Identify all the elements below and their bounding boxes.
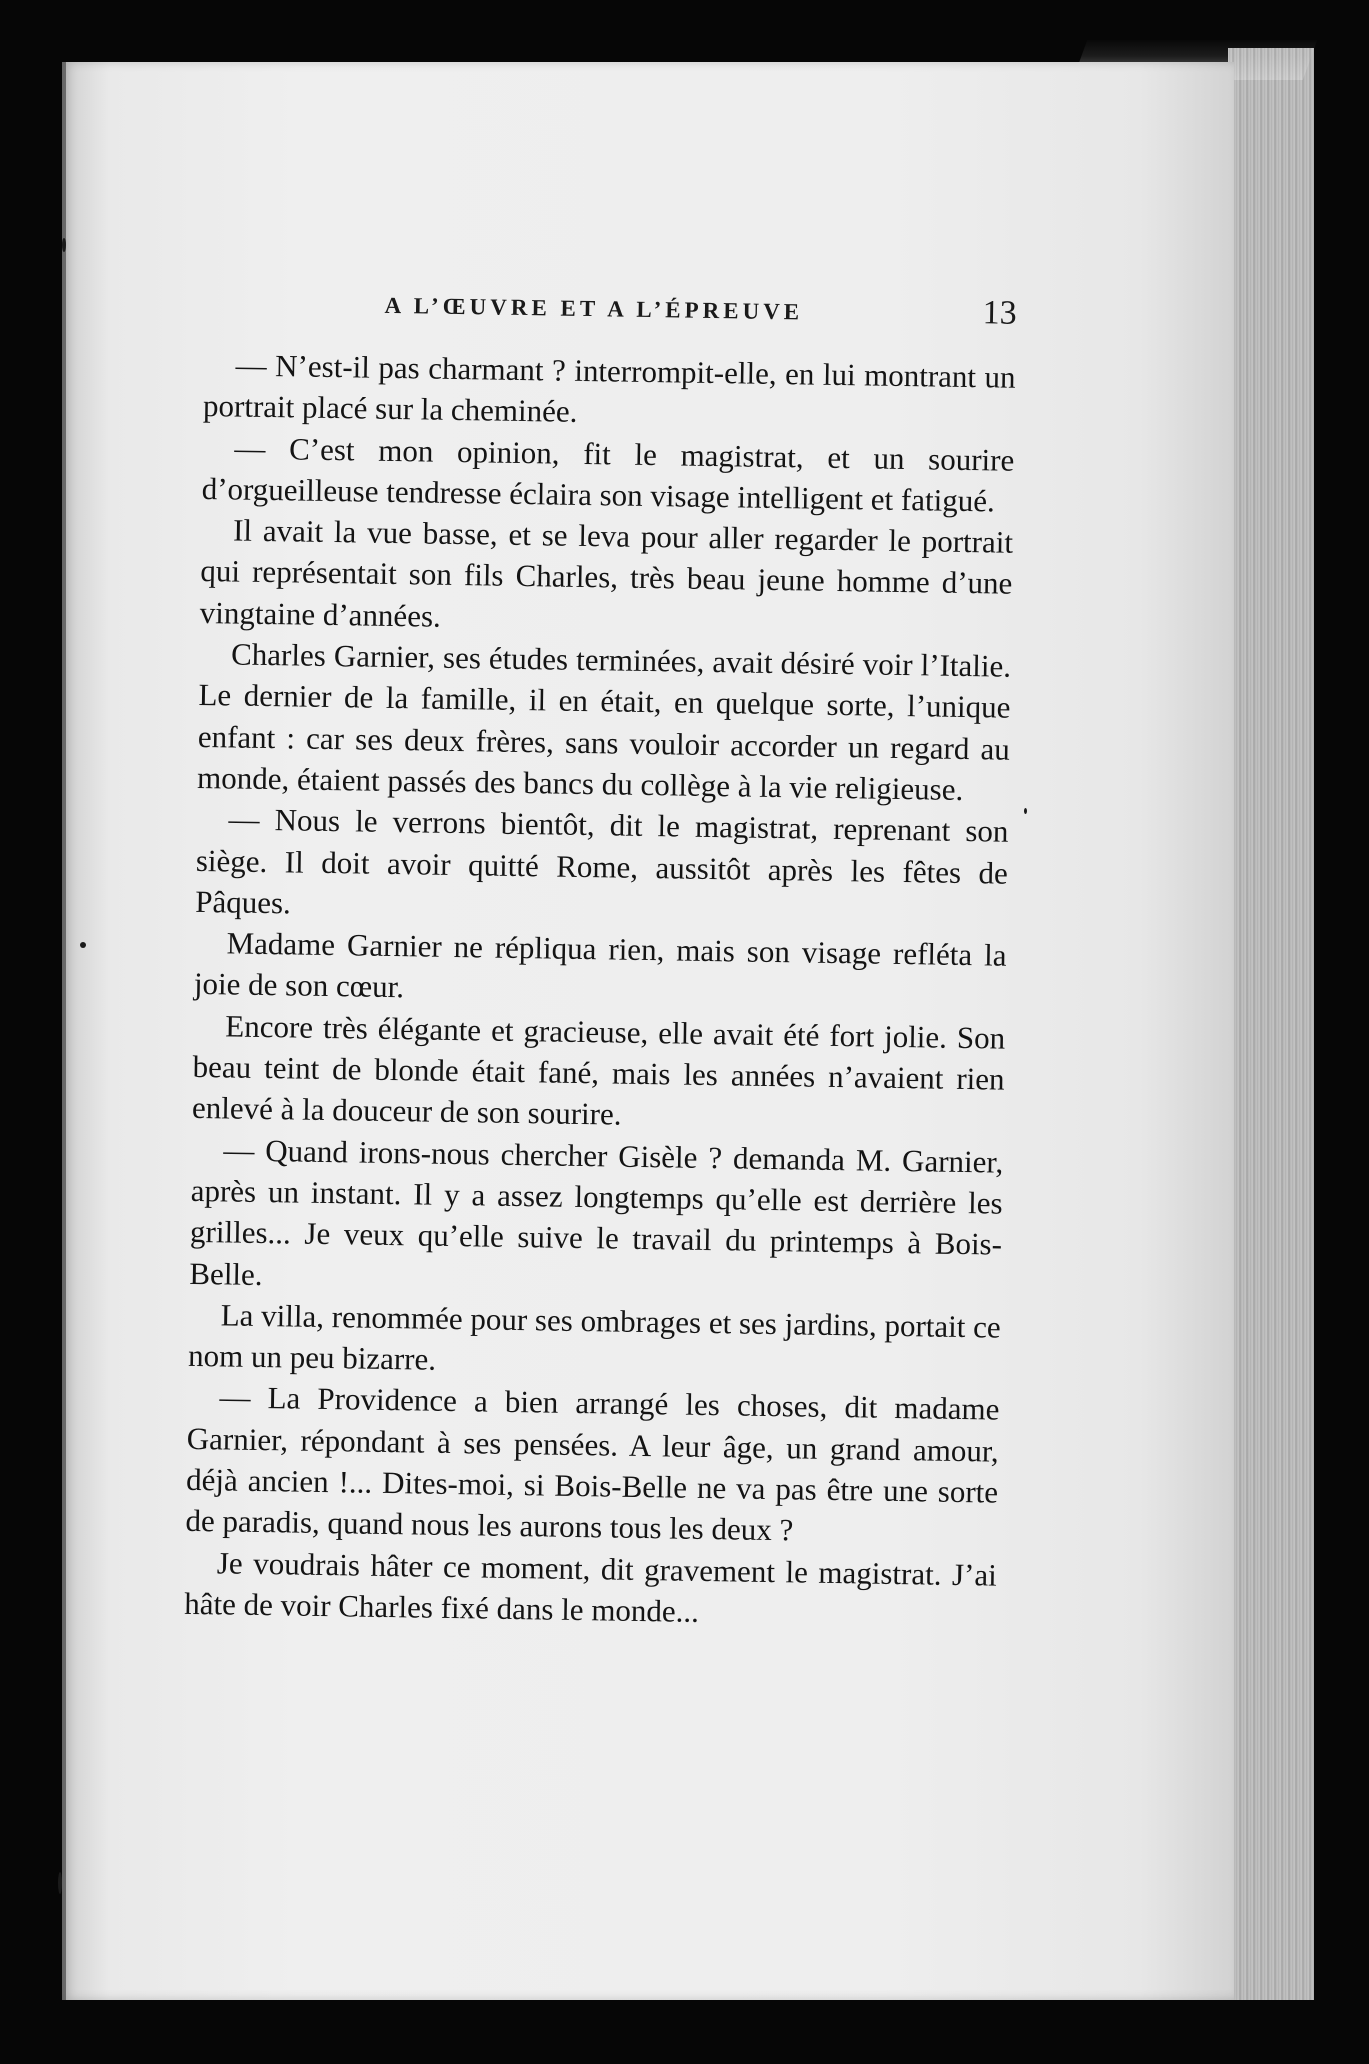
paragraph: — Quand irons-nous chercher Gisèle ? demanda M. Garnier, après un instant. Il y a assez longtemps qu’elle est derrière les grilles... Je veux qu’elle suive le travail du printemps à Bois-Belle.: [189, 1132, 1004, 1292]
paragraph: — La Providence a bien arrangé les choses, dit madame Garnier, répondant à ses pensées. A leur âge, un grand amour, déjà ancien !... Dites-moi, si Bois-Belle ne va pas être une sorte de paradis, quand nous les aurons tous les deux ?: [185, 1379, 1000, 1548]
page-gutter-shadow: [62, 62, 66, 2000]
book-page-edges: [1228, 48, 1314, 2000]
scan-speck: [1024, 808, 1027, 814]
running-title: A L’ŒUVRE ET A L’ÉPREUVE: [384, 292, 804, 325]
paragraph: Madame Garnier ne répliqua rien, mais son visage refléta la joie de son cœur.: [193, 925, 1007, 1005]
scan-speck: [62, 238, 66, 252]
page-number: 13: [982, 294, 1017, 332]
paragraph: Il avait la vue basse, et se leva pour aller regarder le portrait qui représentait son fils Charles, très beau jeune homme d’une vingtaine d’années.: [199, 512, 1014, 634]
paragraph: — N’est-il pas charmant ? interrompit-elle, en lui montrant un portrait placé sur la cheminée.: [202, 347, 1016, 430]
paragraph: La villa, renommée pour ses ombrages et ses jardins, portait ce nom un peu bizarre.: [187, 1297, 1001, 1377]
scan-speck: [58, 1872, 62, 1894]
paragraph: Encore très élégante et gracieuse, elle avait été fort jolie. Son beau teint de blonde était fané, mais les années n’avaient rien enlevé à la douceur de son sourire.: [191, 1008, 1006, 1132]
page-text-block: [184, 282, 1017, 1637]
paragraph: Je voudrais hâter ce moment, dit gravement le magistrat. J’ai hâte de voir Charles fixé dans le monde...: [183, 1544, 998, 1629]
paragraph: — Nous le verrons bientôt, dit le magistrat, reprenant son siège. Il doit avoir quitté Rome, aussitôt après les fêtes de Pâques.: [194, 801, 1009, 921]
paragraph: — C’est mon opinion, fit le magistrat, et un sourire d’orgueilleuse tendresse éclaira son visage intelligent et fatigué.: [201, 430, 1015, 519]
paragraph: Charles Garnier, ses études terminées, avait désiré voir l’Italie. Le dernier de la famille, il en était, en quelque sorte, l’unique enfant : car ses deux frères, sans vouloir accorder un regard au monde, étaient passés des bancs du collège à la vie religieuse.: [196, 636, 1012, 807]
scan-speck: [80, 942, 86, 948]
